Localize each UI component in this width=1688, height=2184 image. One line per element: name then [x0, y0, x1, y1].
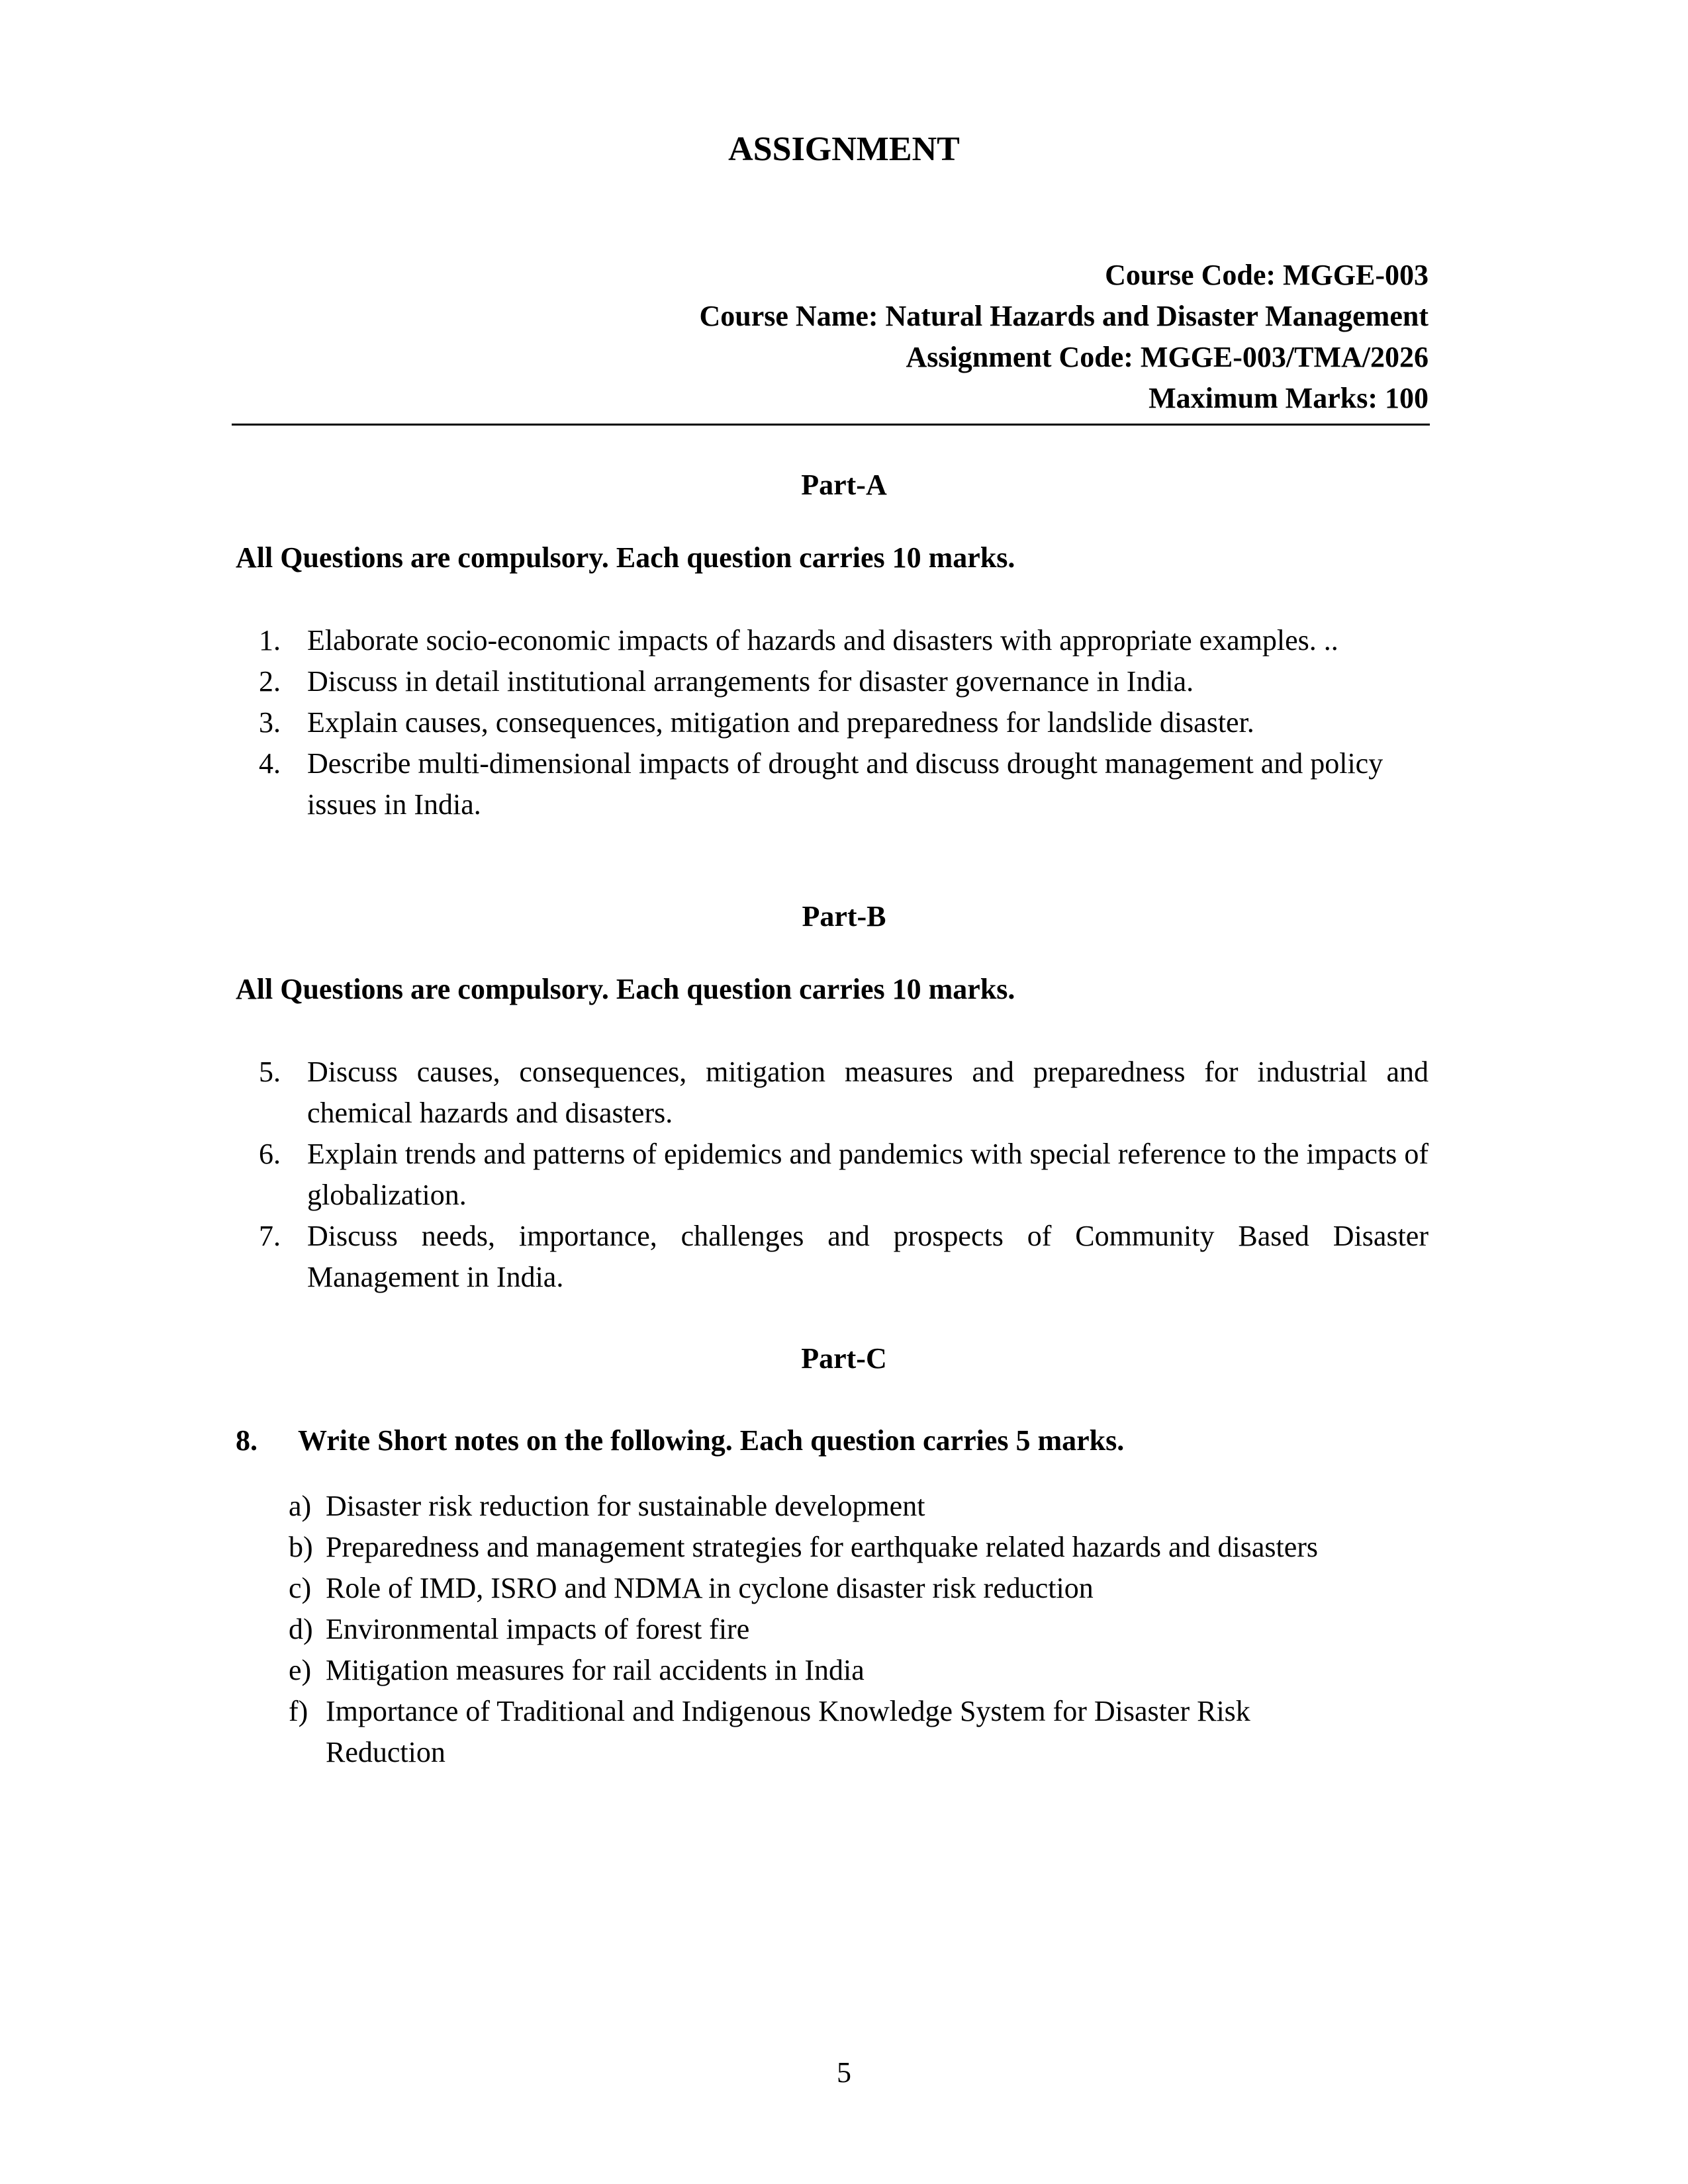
page-number: 5 [837, 2056, 851, 2089]
question-number: 6. [259, 1138, 281, 1170]
part-c-instruction: Write Short notes on the following. Each question carries 5 marks. [298, 1424, 1125, 1457]
part-b-instruction: All Questions are compulsory. Each question carries 10 marks. [236, 973, 1015, 1005]
header-divider [232, 424, 1430, 426]
part-a-instruction: All Questions are compulsory. Each question carries 10 marks. [236, 541, 1015, 574]
question-number: 4. [259, 747, 281, 780]
page-title: ASSIGNMENT [728, 130, 960, 168]
subquestion-text: Importance of Traditional and Indigenous Knowledge System for Disaster Risk Reduction [326, 1695, 1250, 1768]
question-number: 7. [259, 1220, 281, 1252]
subquestion-text: Role of IMD, ISRO and NDMA in cyclone disaster risk reduction [326, 1572, 1094, 1604]
course-code: Course Code: MGGE-003 [1105, 259, 1429, 291]
subquestion-letter: d) [289, 1613, 313, 1645]
subquestion-letter: a) [289, 1490, 312, 1522]
question-text: Explain causes, consequences, mitigation and preparedness for landslide disaster. [307, 706, 1254, 739]
subquestion-text: Mitigation measures for rail accidents in India [326, 1654, 865, 1686]
question-text: Explain trends and patterns of epidemics and pandemics with special reference to the impacts of globalization. [307, 1138, 1429, 1211]
subquestion-text: Disaster risk reduction for sustainable development [326, 1490, 925, 1522]
subquestion-letter: f) [289, 1695, 308, 1727]
course-name: Course Name: Natural Hazards and Disaster Management [699, 300, 1429, 332]
question-number: 2. [259, 665, 281, 698]
question-text: Discuss in detail institutional arrangements for disaster governance in India. [307, 665, 1194, 698]
question-number: 1. [259, 624, 281, 657]
part-a-heading: Part-A [801, 469, 887, 501]
maximum-marks: Maximum Marks: 100 [1149, 382, 1429, 414]
subquestion-text: Environmental impacts of forest fire [326, 1613, 750, 1645]
question-text: Describe multi-dimensional impacts of drought and discuss drought management and policy issues in India. [307, 747, 1383, 821]
question-number: 3. [259, 706, 281, 739]
question-text: Discuss causes, consequences, mitigation measures and preparedness for industrial and chemical hazards and disasters. [307, 1056, 1429, 1129]
assignment-code: Assignment Code: MGGE-003/TMA/2026 [906, 341, 1429, 373]
subquestion-letter: e) [289, 1654, 312, 1686]
subquestion-text: Preparedness and management strategies for earthquake related hazards and disasters [326, 1531, 1319, 1563]
subquestion-letter: b) [289, 1531, 313, 1563]
question-number: 8. [236, 1424, 258, 1457]
question-text: Elaborate socio-economic impacts of hazards and disasters with appropriate examples. .. [307, 624, 1338, 657]
part-c-heading: Part-C [801, 1342, 887, 1375]
question-text: Discuss needs, importance, challenges and prospects of Community Based Disaster Management in India. [307, 1220, 1429, 1293]
question-number: 5. [259, 1056, 281, 1088]
part-b-heading: Part-B [802, 900, 886, 933]
subquestion-letter: c) [289, 1572, 312, 1604]
